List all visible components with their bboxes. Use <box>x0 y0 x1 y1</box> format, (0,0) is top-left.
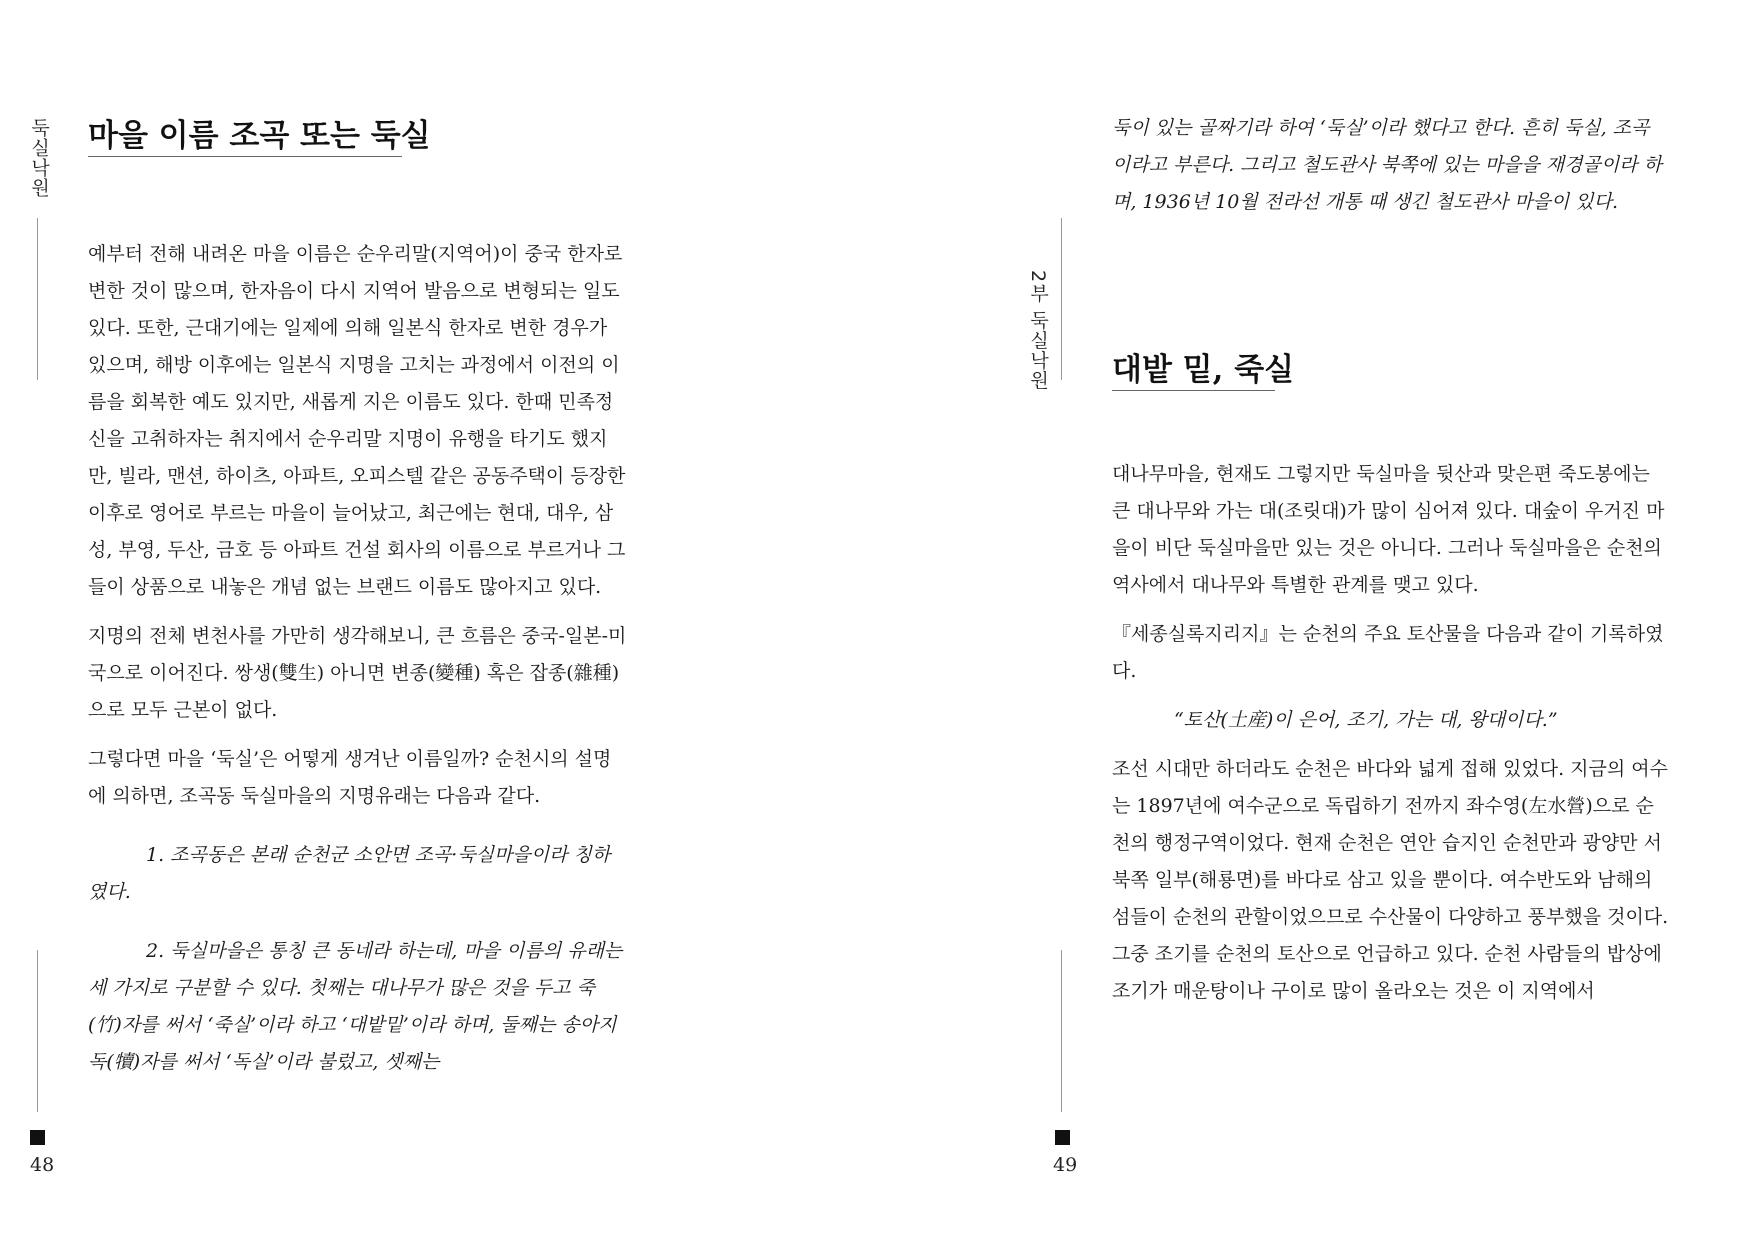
running-head: 2부 둑실낙원 <box>1027 270 1049 391</box>
paragraph: 그렇다면 마을 ‘둑실’은 어떻게 생겨난 이름일까? 순천시의 설명에 의하면, 조곡동 둑실마을의 지명유래는 다음과 같다. <box>88 748 612 807</box>
paragraph: 『세종실록지리지』는 순천의 주요 토산물을 다음과 같이 기록하였다. <box>1112 623 1664 682</box>
paragraph: 예부터 전해 내려온 마을 이름은 순우리말(지역어)이 중국 한자로 변한 것이 많으며, 한자음이 다시 지역어 발음으로 변형되는 일도 있다. 또한, 근대기에는 일제에 의해 일본식 한자로 변한 경우가 있으며, 해방 이후에는 일본식 지명을 고치는 과정에서 이전의 이름을 회복한 예도 있지만, 새롭게 지은 이름도 있다. 한때 민족정신을 고취하자는 취지에서 순우리말 지명이 유행을 타기도 했지만, 빌라, 맨션, 하이츠, 아파트, 오피스텔 같은 공동주택이 등장한 이후로 영어로 부르는 마을이 늘어났고, 최근에는 현대, 대우, 삼성, 부영, 두산, 금호 등 아파트 건설 회사의 이름으로 부르거나 그들이 상품으로 내놓은 개념 없는 브랜드 이름도 많아지고 있다. <box>88 243 626 598</box>
left-page <box>0 0 874 1241</box>
heading-underline <box>88 156 402 157</box>
paragraph: 둑이 있는 골짜기라 하여 ‘둑실’이라 했다고 한다. 흔히 둑실, 조곡이라고 부른다. 그리고 철도관사 북쪽에 있는 마을을 재경골이라 하며, 1936년 10월 전라선 개통 때 생긴 철도관사 마을이 있다. <box>1112 117 1662 213</box>
page-marker <box>30 1130 45 1145</box>
paragraph: 대나무마을, 현재도 그렇지만 둑실마을 뒷산과 맞은편 죽도봉에는 큰 대나무와 가는 대(조릿대)가 많이 심어져 있다. 대숲이 우거진 마을이 비단 둑실마을만 있는 것은 아니다. 그러나 둑실마을은 순천의 역사에서 대나무와 특별한 관계를 맺고 있다. <box>1112 463 1665 596</box>
body-text <box>1112 456 1672 1022</box>
margin-rule-top <box>37 218 38 380</box>
body-text <box>88 236 628 1093</box>
section-heading: 대밭 밑, 죽실 <box>1112 352 1295 388</box>
page-number: 48 <box>30 1154 55 1176</box>
continuation-text <box>1112 110 1662 233</box>
page-marker <box>1055 1130 1070 1145</box>
paragraph: 조선 시대만 하더라도 순천은 바다와 넓게 접해 있었다. 지금의 여수는 1897년에 여수군으로 독립하기 전까지 좌수영(左水營)으로 순천의 행정구역이었다. 현재 순천은 연안 습지인 순천만과 광양만 서북쪽 일부(해룡면)를 바다로 삼고 있을 뿐이다. 여수반도와 남해의 섬들이 순천의 관할이었으므로 수산물이 다양하고 풍부했을 것이다. 그중 조기를 순천의 토산으로 언급하고 있다. 순천 사람들의 밥상에 조기가 매운탕이나 구이로 많이 올라오는 것은 이 지역에서 <box>1112 758 1669 1002</box>
margin-rule-bottom <box>1061 950 1062 1112</box>
margin-rule-bottom <box>37 950 38 1112</box>
section-heading: 마을 이름 조곡 또는 둑실 <box>88 118 431 154</box>
margin-rule-top <box>1061 218 1062 380</box>
right-page <box>875 0 1749 1241</box>
quoted-item: 2. 둑실마을은 통칭 큰 동네라 하는데, 마을 이름의 유래는 세 가지로 구분할 수 있다. 첫째는 대나무가 많은 것을 두고 죽(竹)자를 써서 ‘죽실’이라 하고 ‘대밭밑’이라 하며, 둘째는 송아지 독(犢)자를 써서 ‘독실’이라 불렀고, 셋째는 <box>88 940 623 1073</box>
page-number: 49 <box>1053 1154 1078 1176</box>
heading-underline <box>1112 390 1275 391</box>
quote: “토산(土産)이 은어, 조기, 가는 대, 왕대이다.” <box>1174 709 1558 731</box>
paragraph: 지명의 전체 변천사를 가만히 생각해보니, 큰 흐름은 중국-일본-미국으로 이어진다. 쌍생(雙生) 아니면 변종(變種) 혹은 잡종(雜種)으로 모두 근본이 없다. <box>88 625 627 721</box>
quoted-item: 1. 조곡동은 본래 순천군 소안면 조곡·둑실마을이라 칭하였다. <box>88 844 611 903</box>
running-head: 둑실낙원 <box>28 118 50 198</box>
